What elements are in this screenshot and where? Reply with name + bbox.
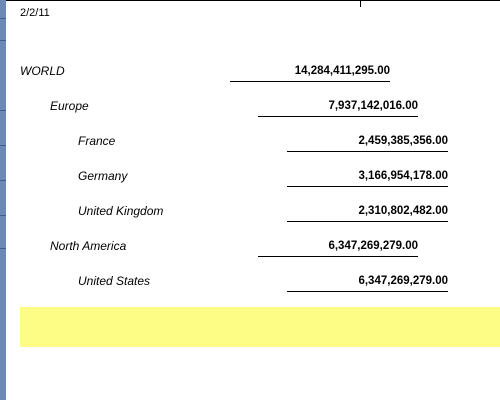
left-edge-bar <box>0 0 6 400</box>
column-marker <box>360 0 361 7</box>
highlighted-band <box>20 307 500 347</box>
row-label: Germany <box>78 169 128 183</box>
row-label: United States <box>78 274 151 288</box>
row-germany[interactable] <box>0 168 500 188</box>
edge-tick <box>0 40 6 41</box>
row-label: WORLD <box>20 64 65 78</box>
row-value: 6,347,269,279.00 <box>258 238 418 257</box>
row-value: 6,347,269,279.00 <box>287 273 448 292</box>
row-north-america[interactable] <box>0 238 500 258</box>
row-label: Europe <box>50 99 89 113</box>
row-label: North America <box>50 239 127 253</box>
row-united-states[interactable] <box>0 273 500 293</box>
row-label: France <box>78 134 116 148</box>
row-label: United Kingdom <box>78 204 164 218</box>
row-europe[interactable] <box>0 98 500 118</box>
row-value: 2,310,802,482.00 <box>287 203 448 222</box>
row-value: 14,284,411,295.00 <box>230 63 390 82</box>
edge-tick <box>0 18 6 19</box>
row-value: 7,937,142,016.00 <box>258 98 418 117</box>
row-world[interactable] <box>0 63 500 83</box>
row-france[interactable] <box>0 133 500 153</box>
top-border <box>0 0 500 1</box>
row-united-kingdom[interactable] <box>0 203 500 223</box>
row-value: 3,166,954,178.00 <box>287 168 448 187</box>
report-date: 2/2/11 <box>20 7 50 19</box>
row-value: 2,459,385,356.00 <box>287 133 448 152</box>
